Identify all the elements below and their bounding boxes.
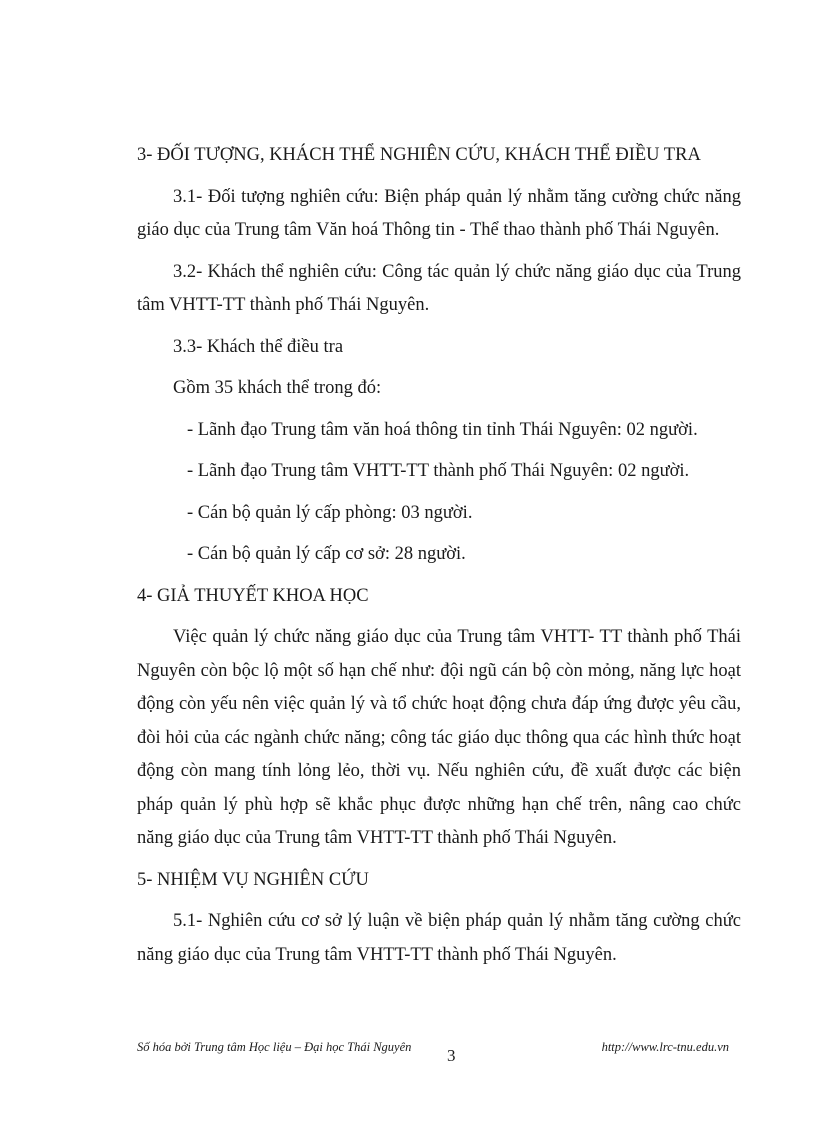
page-number: 3 xyxy=(447,1046,456,1065)
section-3-1-paragraph: 3.1- Đối tượng nghiên cứu: Biện pháp quản lý nhằm tăng cường chức năng giáo dục của Trung tâm Văn hoá Thông tin - Thể thao thành phố Thái Nguyên. xyxy=(137,186,741,240)
section-5-heading: 5- NHIỆM VỤ NGHIÊN CỨU xyxy=(137,869,369,890)
list-item: - Lãnh đạo Trung tâm văn hoá thông tin tỉnh Thái Nguyên: 02 người. xyxy=(187,419,698,440)
list-item: - Lãnh đạo Trung tâm VHTT-TT thành phố Thái Nguyên: 02 người. xyxy=(187,461,690,481)
list-item: - Cán bộ quản lý cấp phòng: 03 người. xyxy=(187,502,473,523)
footer-url: http://www.lrc-tnu.edu.vn xyxy=(601,1040,729,1054)
list-item: - Cán bộ quản lý cấp cơ sở: 28 người. xyxy=(187,544,466,564)
section-3-2-paragraph: 3.2- Khách thể nghiên cứu: Công tác quản lý chức năng giáo dục của Trung tâm VHTT-TT thành phố Thái Nguyên. xyxy=(137,261,741,315)
section-3-3-intro: Gồm 35 khách thể trong đó: xyxy=(173,378,382,398)
section-5-1-paragraph: 5.1- Nghiên cứu cơ sở lý luận về biện pháp quản lý nhằm tăng cường chức năng giáo dục của Trung tâm VHTT-TT thành phố Thái Nguyên. xyxy=(137,911,741,965)
page-content xyxy=(137,139,741,980)
section-4-heading: 4- GIẢ THUYẾT KHOA HỌC xyxy=(137,585,369,606)
footer-source: Số hóa bởi Trung tâm Học liệu – Đại học Thái Nguyên xyxy=(137,1040,412,1054)
page-footer xyxy=(137,1036,741,1076)
section-4-paragraph: Việc quản lý chức năng giáo dục của Trung tâm VHTT- TT thành phố Thái Nguyên còn bộc lộ một số hạn chế như: đội ngũ cán bộ còn mỏng, năng lực hoạt động còn yếu nên việc quản lý và tổ chức hoạt động chưa đáp ứng được yêu cầu, đòi hỏi của các ngành chức năng; công tác giáo dục thông qua các hình thức hoạt động còn mang tính lỏng lẻo, thời vụ. Nếu nghiên cứu, đề xuất được các biện pháp quản lý phù hợp sẽ khắc phục được những hạn chế trên, nâng cao chức năng giáo dục của Trung tâm VHTT-TT thành phố Thái Nguyên. xyxy=(137,627,741,848)
section-3-heading: 3- ĐỐI TƯỢNG, KHÁCH THỂ NGHIÊN CỨU, KHÁCH THỂ ĐIỀU TRA xyxy=(137,145,701,165)
section-3-3-title: 3.3- Khách thể điều tra xyxy=(173,336,344,357)
